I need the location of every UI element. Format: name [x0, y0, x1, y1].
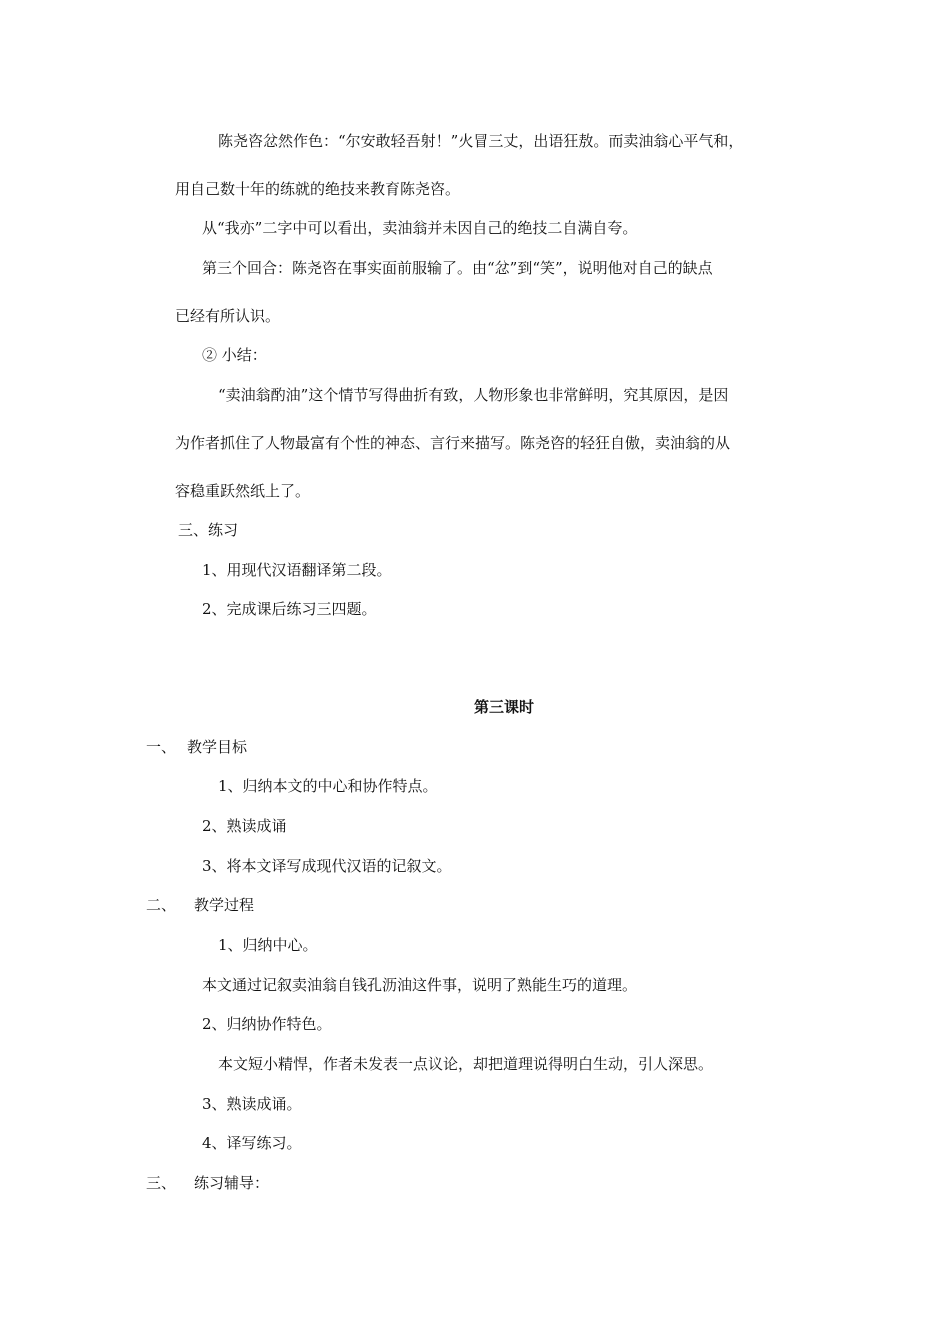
list-item: 1、归纳本文的中心和协作特点。 — [218, 777, 438, 795]
paragraph-line: “卖油翁酌油”这个情节写得曲折有致，人物形象也非常鲜明，究其原因，是因 — [218, 386, 729, 404]
paragraph-line: 本文短小精悍，作者未发表一点议论，却把道理说得明白生动，引人深思。 — [218, 1055, 714, 1073]
section-number: 二、 — [146, 896, 177, 914]
summary-heading: ② 小结： — [202, 346, 267, 364]
section-heading — [146, 895, 254, 915]
paragraph-line: 本文通过记叙卖油翁自钱孔沥油这件事，说明了熟能生巧的道理。 — [202, 976, 638, 994]
section-heading — [146, 1173, 269, 1193]
section-title: 教学过程 — [194, 896, 255, 914]
section-number: 一、 — [146, 738, 177, 756]
list-item: 2、熟读成诵 — [202, 817, 287, 835]
section-title: 练习辅导： — [194, 1174, 270, 1192]
paragraph-line: 从“我亦”二字中可以看出，卖油翁并未因自己的绝技二自满自夸。 — [202, 219, 638, 237]
section-title: 教学目标 — [187, 738, 248, 756]
list-item: 4、译写练习。 — [202, 1134, 302, 1152]
paragraph-line: 第三个回合：陈尧咨在事实面前服输了。由“忿”到“笑”，说明他对自己的缺点 — [202, 259, 713, 277]
list-item: 3、熟读成诵。 — [202, 1095, 302, 1113]
section-heading — [146, 737, 247, 757]
exercise-item: 2、完成课后练习三四题。 — [202, 600, 377, 618]
list-item: 3、将本文译写成现代汉语的记叙文。 — [202, 857, 452, 875]
paragraph-line: 已经有所认识。 — [175, 307, 281, 325]
list-item: 1、归纳中心。 — [218, 936, 318, 954]
paragraph-line: 为作者抓住了人物最富有个性的神态、言行来描写。陈尧咨的轻狂自傲，卖油翁的从 — [175, 434, 731, 452]
exercise-item: 1、用现代汉语翻译第二段。 — [202, 561, 392, 579]
paragraph-line: 陈尧咨忿然作色：“尔安敢轻吾射！”火冒三丈，出语狂敖。而卖油翁心平气和， — [218, 132, 744, 150]
paragraph-line: 容稳重跃然纸上了。 — [175, 482, 311, 500]
lesson-title: 第三课时 — [473, 698, 534, 716]
exercise-heading: 三、练习 — [178, 521, 239, 539]
paragraph-line: 用自己数十年的练就的绝技来教育陈尧咨。 — [175, 180, 461, 198]
section-number: 三、 — [146, 1174, 177, 1192]
list-item: 2、归纳协作特色。 — [202, 1015, 332, 1033]
